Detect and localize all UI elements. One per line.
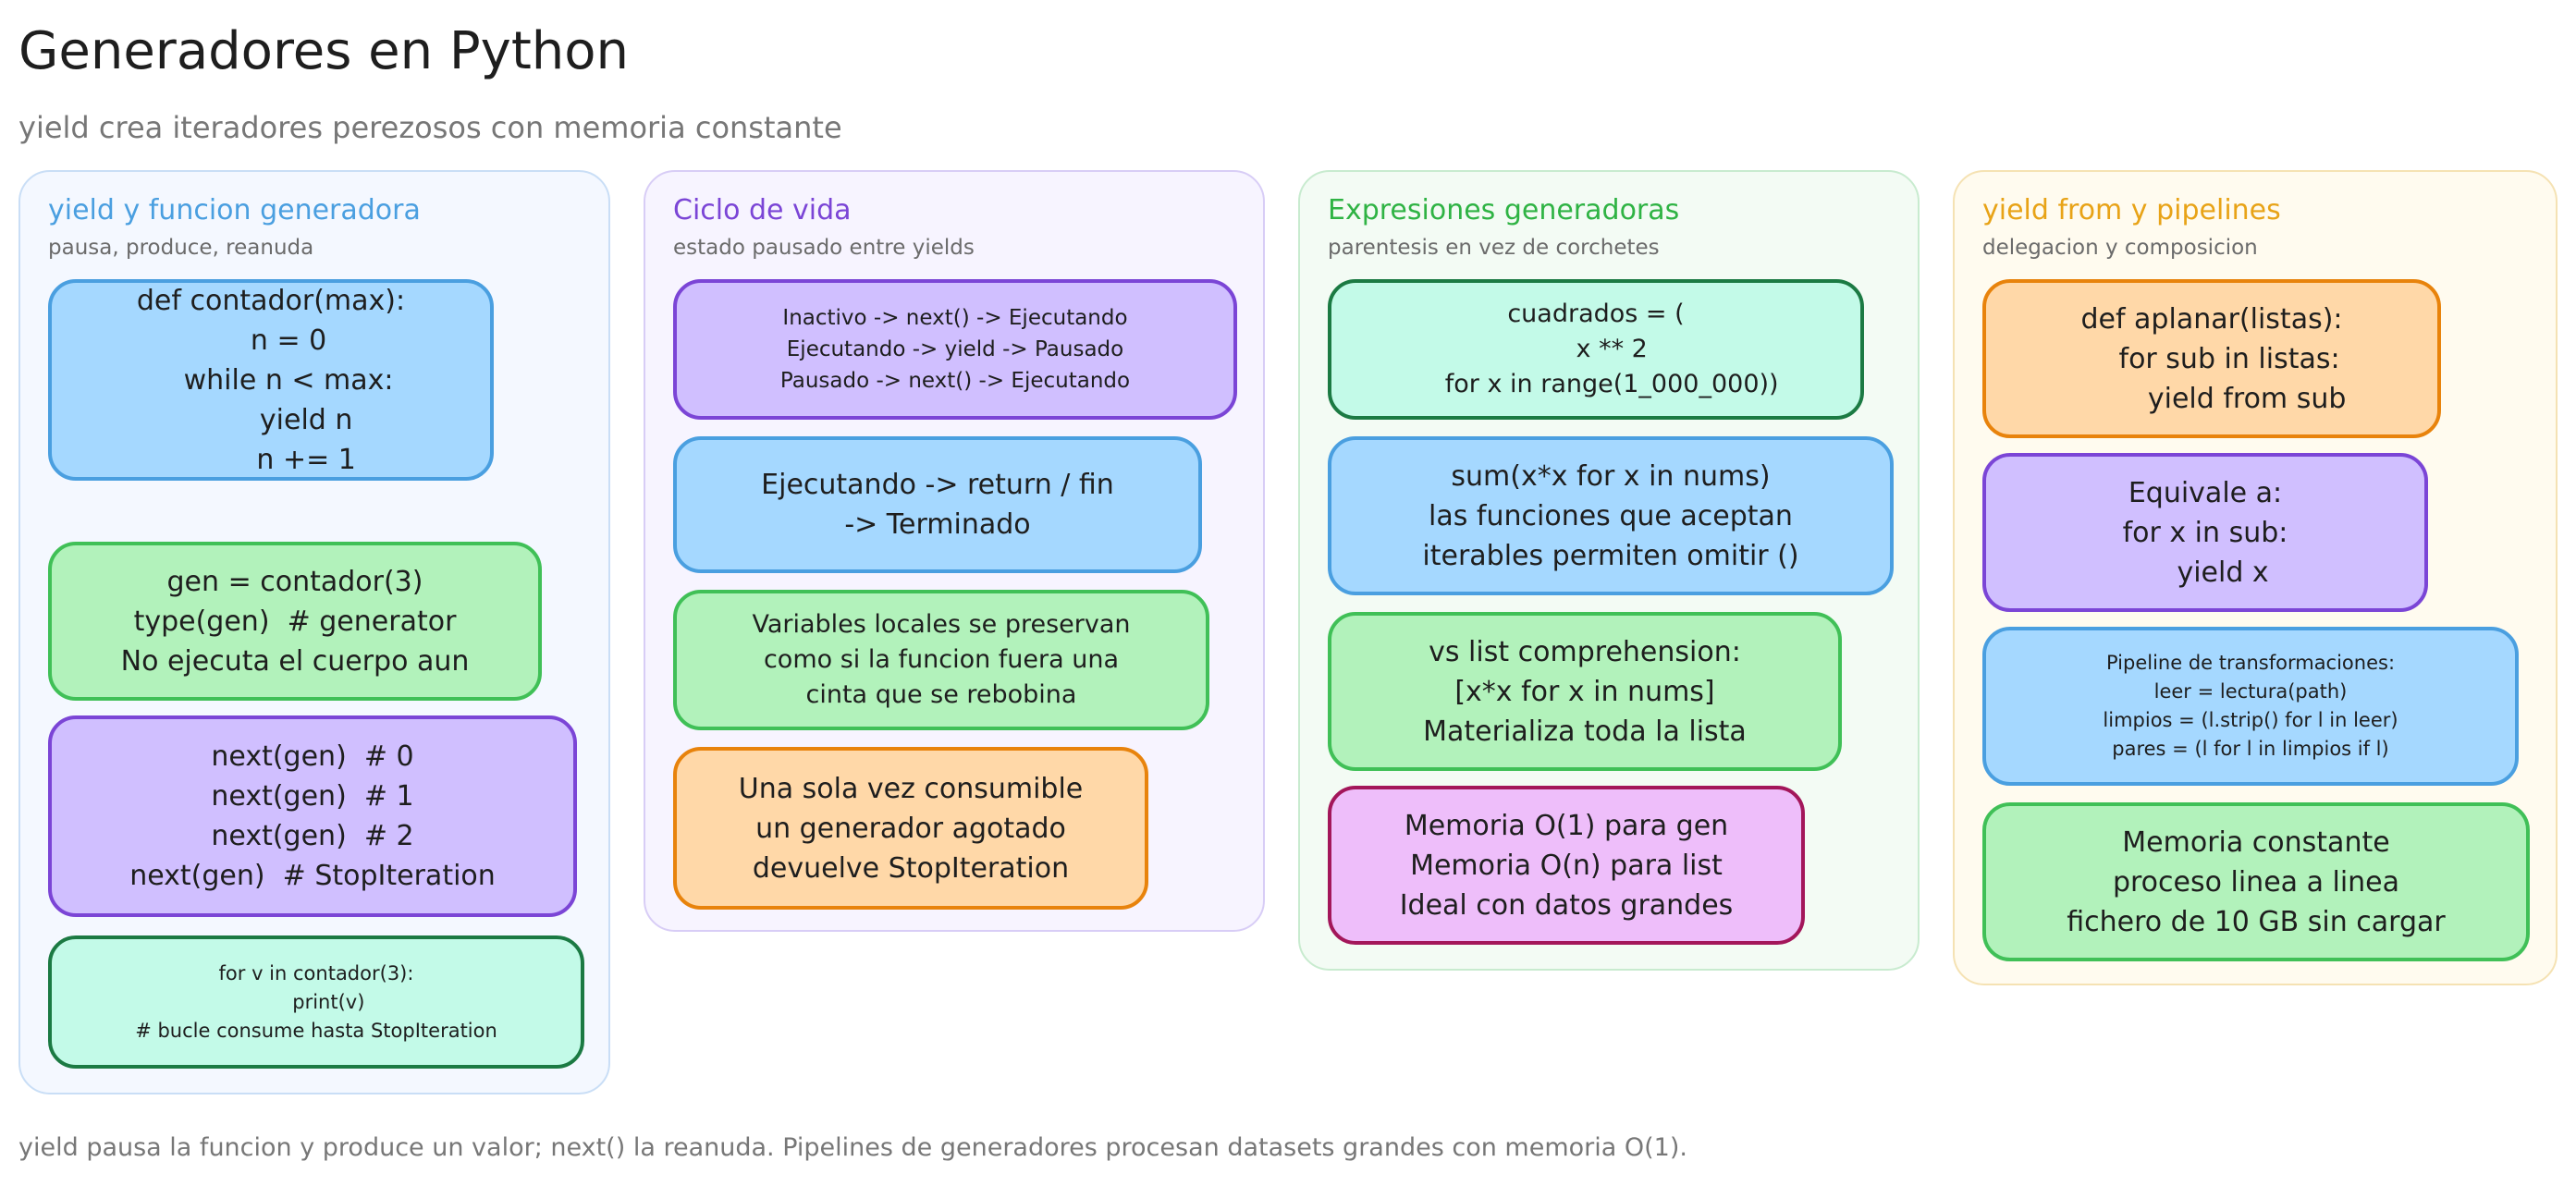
column-title: Ciclo de vida	[673, 194, 852, 226]
card-line: las funciones que aceptan	[1429, 499, 1793, 532]
card-line: print(v)	[267, 990, 365, 1013]
card-line: pares = (l for l in limpios if l)	[2112, 738, 2389, 760]
card-line: Equivale a:	[2128, 476, 2283, 509]
card-for-loop	[48, 935, 584, 1069]
column-yield-funcion	[18, 170, 610, 1094]
card-line: for x in range(1_000_000))	[1413, 370, 1779, 398]
footer-note: yield pausa la funcion y produce un valor; next() la reanuda. Pipelines de generadores procesan datasets grandes con memoria O(1).	[18, 1133, 1687, 1162]
card-list-comprehension	[1328, 612, 1842, 771]
card-line: leer = lectura(path)	[2153, 680, 2348, 703]
card-line: Materializa toda la lista	[1423, 715, 1747, 748]
card-sum	[1328, 436, 1894, 595]
card-aplanar	[1982, 279, 2441, 438]
card-line: next(gen) # 0	[211, 740, 414, 773]
card-estados	[673, 279, 1237, 420]
card-line: Ejecutando -> return / fin	[761, 469, 1114, 501]
card-line: iterables permiten omitir ()	[1422, 539, 1799, 572]
card-line: Ideal con datos grandes	[1399, 888, 1734, 922]
card-line: def contador(max):	[136, 284, 406, 317]
card-line: Una sola vez consumible	[738, 772, 1084, 805]
card-line: next(gen) # 1	[211, 780, 414, 813]
card-next-gen	[48, 715, 577, 917]
card-def-contador	[48, 279, 494, 481]
card-line: Ejecutando -> yield -> Pausado	[786, 337, 1124, 361]
card-line: n = 0	[215, 324, 327, 357]
card-line: n += 1	[186, 443, 356, 476]
card-line: devuelve StopIteration	[752, 851, 1070, 885]
page-subtitle: yield crea iteradores perezosos con memoria constante	[18, 110, 842, 145]
card-line: yield n	[189, 403, 353, 436]
card-line: como si la funcion fuera una	[763, 645, 1120, 674]
card-line: fichero de 10 GB sin cargar	[2067, 905, 2446, 938]
card-line: Variables locales se preservan	[752, 610, 1131, 639]
card-una-sola-vez	[673, 747, 1148, 910]
card-equivale	[1982, 453, 2428, 612]
card-line: -> Terminado	[844, 508, 1031, 541]
card-line: vs list comprehension:	[1429, 635, 1741, 668]
card-line: for x in sub:	[2122, 516, 2288, 549]
card-line: gen = contador(3)	[166, 565, 423, 598]
card-line: yield from sub	[2077, 382, 2347, 415]
card-variables-locales	[673, 590, 1209, 730]
card-pipeline	[1982, 627, 2519, 786]
card-line: # bucle consume hasta StopIteration	[135, 1019, 497, 1042]
card-line: proceso linea a linea	[2112, 865, 2400, 899]
card-line: Memoria constante	[2122, 825, 2390, 859]
card-line: cuadrados = (	[1507, 300, 1685, 328]
card-line: x ** 2	[1544, 335, 1648, 363]
column-ciclo-de-vida	[644, 170, 1265, 932]
card-line: type(gen) # generator	[133, 605, 457, 638]
card-line: No ejecuta el cuerpo aun	[120, 644, 470, 678]
column-expresiones-generadoras	[1298, 170, 1920, 971]
card-cuadrados	[1328, 279, 1864, 420]
card-line: Inactivo -> next() -> Ejecutando	[782, 306, 1128, 330]
card-line: sum(x*x for x in nums)	[1451, 459, 1771, 493]
column-subtitle: pausa, produce, reanuda	[48, 236, 314, 260]
card-memoria-constante	[1982, 802, 2530, 961]
card-line: Pipeline de transformaciones:	[2105, 652, 2396, 674]
column-subtitle: delegacion y composicion	[1982, 236, 2258, 260]
column-subtitle: estado pausado entre yields	[673, 236, 975, 260]
card-line: Memoria O(n) para list	[1410, 849, 1723, 882]
card-memoria	[1328, 786, 1805, 945]
card-line: limpios = (l.strip() for l in leer)	[2103, 709, 2398, 731]
column-title: Expresiones generadoras	[1328, 194, 1680, 226]
card-line: Pausado -> next() -> Ejecutando	[779, 369, 1131, 393]
card-line: def aplanar(listas):	[2080, 302, 2343, 336]
column-title: yield from y pipelines	[1982, 194, 2281, 226]
column-subtitle: parentesis en vez de corchetes	[1328, 236, 1660, 260]
column-yield-from-pipelines	[1953, 170, 2558, 985]
card-line: [x*x for x in nums]	[1454, 675, 1715, 708]
card-line: next(gen) # StopIteration	[129, 860, 496, 892]
card-line: yield x	[2141, 556, 2269, 589]
page-title: Generadores en Python	[18, 21, 630, 81]
card-line: for sub in listas:	[2083, 342, 2340, 375]
card-line: un generador agotado	[755, 812, 1066, 845]
card-line: cinta que se rebobina	[805, 680, 1077, 709]
card-line: while n < max:	[148, 363, 394, 397]
card-line: Memoria O(1) para gen	[1404, 809, 1729, 842]
column-title: yield y funcion generadora	[48, 194, 421, 226]
card-gen-contador	[48, 542, 542, 701]
card-line: for v in contador(3):	[218, 961, 414, 984]
card-line: next(gen) # 2	[211, 820, 414, 852]
card-terminado	[673, 436, 1202, 573]
